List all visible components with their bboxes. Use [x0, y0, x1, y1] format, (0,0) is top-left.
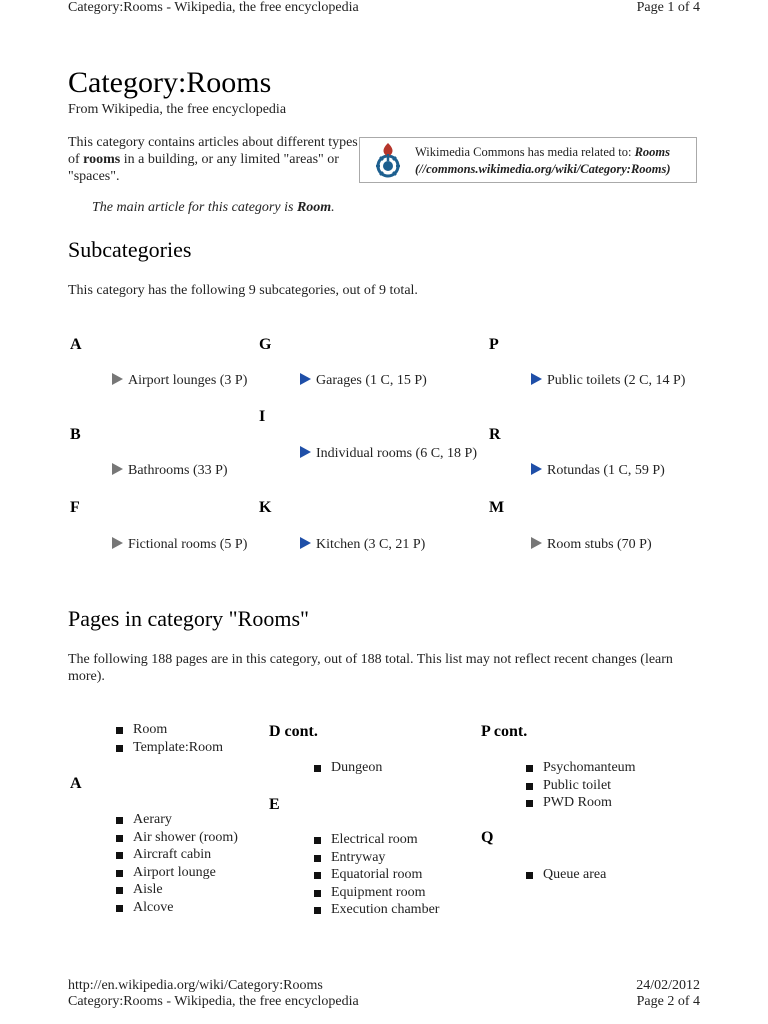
subcat-letter-b: B	[70, 426, 81, 443]
page-list-q	[525, 866, 606, 884]
print-header-title: Category:Rooms - Wikipedia, the free encyclopedia	[68, 0, 359, 15]
page-list-p	[525, 759, 636, 812]
pages-letter-e: E	[269, 796, 280, 813]
pages-letter-p-cont: P cont.	[481, 723, 528, 740]
page-link[interactable]: Public toilet	[525, 777, 636, 795]
print-footer-date: 24/02/2012	[636, 978, 700, 993]
subcat-label[interactable]: Room stubs (70 P)	[547, 537, 652, 552]
expand-triangle-icon[interactable]	[112, 373, 123, 385]
commons-link[interactable]: Rooms	[634, 145, 671, 159]
subcat-airport-lounges[interactable]	[112, 372, 252, 389]
page-link[interactable]: Room	[115, 721, 223, 739]
subcategories-heading: Subcategories	[68, 237, 192, 262]
main-article-prefix: The main article for this category is	[92, 200, 297, 215]
subcat-individual-rooms[interactable]	[300, 445, 480, 462]
subcat-rotundas[interactable]	[531, 462, 711, 479]
commons-box	[359, 137, 697, 183]
expand-triangle-icon[interactable]	[300, 446, 311, 458]
commons-url[interactable]: (//commons.wikimedia.org/wiki/Category:Rooms)	[415, 162, 671, 176]
wikimedia-commons-icon	[372, 141, 404, 181]
subcategories-summary: This category has the following 9 subcategories, out of 9 total.	[68, 283, 418, 298]
subcat-label[interactable]: Garages (1 C, 15 P)	[316, 373, 427, 388]
subcat-label[interactable]: Airport lounges (3 P)	[128, 373, 248, 388]
subcat-label[interactable]: Rotundas (1 C, 59 P)	[547, 463, 665, 478]
expand-triangle-icon[interactable]	[531, 463, 542, 475]
subcat-label[interactable]: Kitchen (3 C, 21 P)	[316, 537, 426, 552]
subcat-letter-r: R	[489, 426, 501, 443]
page-subtitle: From Wikipedia, the free encyclopedia	[68, 102, 287, 117]
subcat-kitchen[interactable]	[300, 536, 470, 553]
page-list-e	[313, 831, 439, 919]
subcat-room-stubs[interactable]	[531, 536, 701, 553]
page-list-a	[115, 811, 238, 916]
intro-text-after: in a building, or any limited "areas" or "spaces".	[68, 152, 339, 184]
subcat-fictional-rooms[interactable]	[112, 536, 252, 553]
page-link[interactable]: Alcove	[115, 899, 238, 917]
subcat-bathrooms[interactable]	[112, 462, 272, 479]
pages-letter-a: A	[70, 775, 82, 792]
subcat-letter-k: K	[259, 499, 272, 516]
page-link[interactable]: PWD Room	[525, 794, 636, 812]
page-link[interactable]: Template:Room	[115, 739, 223, 757]
subcat-letter-a: A	[70, 336, 82, 353]
subcat-label[interactable]: Fictional rooms (5 P)	[128, 537, 248, 552]
commons-prefix: Wikimedia Commons has media related to:	[415, 145, 632, 159]
pages-letter-d-cont: D cont.	[269, 723, 318, 740]
subcat-letter-p: P	[489, 336, 499, 353]
pages-summary: The following 188 pages are in this category, out of 188 total. This list may not reflect recent changes (learn more).	[68, 652, 673, 684]
subcat-letter-f: F	[70, 499, 80, 516]
print-footer-title: Category:Rooms - Wikipedia, the free encyclopedia	[68, 994, 359, 1009]
page-link[interactable]: Queue area	[525, 866, 606, 884]
expand-triangle-icon[interactable]	[112, 463, 123, 475]
expand-triangle-icon[interactable]	[531, 373, 542, 385]
print-header-page: Page 1 of 4	[636, 0, 700, 15]
page-link[interactable]: Psychomanteum	[525, 759, 636, 777]
main-article-note	[92, 200, 335, 216]
subcat-letter-g: G	[259, 336, 272, 353]
page-link[interactable]: Equipment room	[313, 884, 439, 902]
intro-bold-link[interactable]: rooms	[83, 152, 121, 167]
main-article-link[interactable]: Room	[296, 200, 332, 215]
main-article-suffix: .	[331, 200, 335, 215]
subcat-garages[interactable]	[300, 372, 460, 389]
page-link[interactable]: Airport lounge	[115, 864, 238, 882]
page-title: Category:Rooms	[68, 66, 272, 99]
page-link[interactable]: Entryway	[313, 849, 439, 867]
page-link[interactable]: Equatorial room	[313, 866, 439, 884]
subcat-letter-i: I	[259, 408, 266, 425]
subcat-public-toilets[interactable]	[531, 372, 691, 389]
subcat-label[interactable]: Bathrooms (33 P)	[128, 463, 228, 478]
page-list-top	[115, 721, 223, 756]
expand-triangle-icon[interactable]	[112, 537, 123, 549]
print-footer-url: http://en.wikipedia.org/wiki/Category:Rooms	[68, 978, 323, 993]
expand-triangle-icon[interactable]	[300, 373, 311, 385]
page-link[interactable]: Dungeon	[313, 759, 382, 777]
subcat-label[interactable]: Public toilets (2 C, 14 P)	[547, 373, 686, 388]
expand-triangle-icon[interactable]	[300, 537, 311, 549]
subcat-label[interactable]: Individual rooms (6 C, 18 P)	[316, 446, 477, 461]
page-link[interactable]: Aerary	[115, 811, 238, 829]
page-link[interactable]: Aisle	[115, 881, 238, 899]
page-link[interactable]: Aircraft cabin	[115, 846, 238, 864]
expand-triangle-icon[interactable]	[531, 537, 542, 549]
page-list-d	[313, 759, 382, 777]
page-link[interactable]: Air shower (room)	[115, 829, 238, 847]
category-intro	[68, 134, 358, 185]
pages-heading: Pages in category "Rooms"	[68, 606, 309, 631]
pages-letter-q: Q	[481, 829, 494, 846]
intro-text-before: This category contains articles about different types of	[68, 135, 358, 167]
print-footer-page: Page 2 of 4	[636, 994, 700, 1009]
page-link[interactable]: Electrical room	[313, 831, 439, 849]
subcat-letter-m: M	[489, 499, 505, 516]
page-link[interactable]: Execution chamber	[313, 901, 439, 919]
